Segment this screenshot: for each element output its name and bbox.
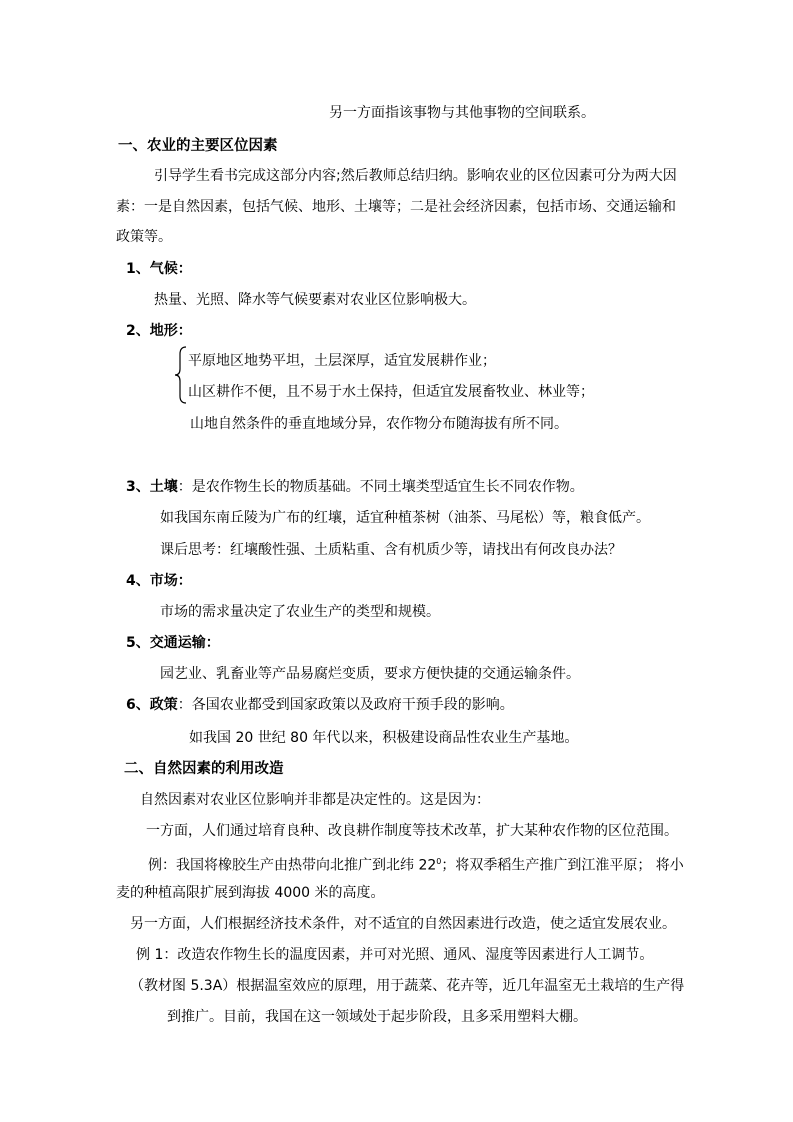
terrain-mountain: 山区耕作不便，且不易于水土保持，但适宜发展畜牧业、林业等； — [188, 384, 594, 400]
section2-line3-post: ；将双季稻生产推广到江淮平原； 将小 — [441, 857, 684, 874]
soil-title: 3、土壤 — [126, 479, 178, 495]
section2-line2: 一方面，人们通过培育良种、改良耕作制度等技术改革，扩大某种农作物的区位范围。 — [146, 823, 678, 839]
section2-line5: 另一方面，人们根据经济技术条件，对不适宜的自然因素进行改造，使之适宜发展农业。 — [130, 916, 676, 932]
soil-example: 如我国东南丘陵为广布的红壤，适宜种植茶树（油茶、马尾松）等，粮食低产。 — [160, 510, 650, 526]
section2-line7: （教材图 5.3A）根据温室效应的原理，用于蔬菜、花卉等，近几年温室无土栽培的生产得 — [130, 978, 685, 994]
policy-title: 6、政策 — [126, 697, 178, 713]
section2-line3-pre: 例：我国将橡胶生产由热带向北推广到北纬 22 — [148, 857, 437, 874]
section1-para-line3: 政策等。 — [116, 229, 172, 245]
intro-line: 另一方面指该事物与其他事物的空间联系。 — [329, 105, 595, 121]
transport-text: 园艺业、乳畜业等产品易腐烂变质，要求方便快捷的交通运输条件。 — [160, 666, 580, 682]
section2-line4: 麦的种植高限扩展到海拔 4000 米的高度。 — [116, 885, 385, 901]
policy-text: ：各国农业都受到国家政策以及政府干预手段的影响。 — [177, 697, 514, 713]
section2-title: 二、自然因素的利用改造 — [124, 761, 284, 777]
section1-title: 一、农业的主要区位因素 — [118, 138, 278, 154]
terrain-plain: 平原地区地势平坦，土层深厚，适宜发展耕作业； — [188, 353, 496, 369]
climate-title: 1、气候： — [126, 261, 192, 277]
section1-para-line2: 素：一是自然因素，包括气候、地形、土壤等；二是社会经济因素，包括市场、交通运输和 — [116, 199, 676, 215]
left-brace-icon — [174, 346, 188, 404]
section2-line8: 到推广。目前，我国在这一领域处于起步阶段，且多采用塑料大棚。 — [167, 1009, 587, 1025]
degree-superscript: 0 — [436, 857, 442, 866]
terrain-title: 2、地形： — [126, 323, 192, 339]
soil-text: ：是农作物生长的物质基础。不同土壤类型适宜生长不同农作物。 — [177, 479, 584, 495]
soil-line — [126, 477, 584, 497]
section2-line6: 例 1：改造农作物生长的温度因素，并可对光照、通风、湿度等因素进行人工调节。 — [136, 947, 654, 963]
climate-text: 热量、光照、降水等气候要素对农业区位影响极大。 — [154, 292, 476, 308]
policy-example: 如我国 20 世纪 80 年代以来，积极建设商品性农业生产基地。 — [189, 730, 579, 746]
section2-line3 — [148, 852, 684, 876]
soil-question: 课后思考：红壤酸性强、土质粘重、含有机质少等，请找出有何改良办法？ — [160, 542, 622, 558]
terrain-vertical: 山地自然条件的垂直地域分异，农作物分布随海拔有所不同。 — [190, 416, 568, 432]
market-title: 4、市场： — [126, 573, 192, 589]
section1-para-line1: 引导学生看书完成这部分内容;然后教师总结归纳。影响农业的区位因素可分为两大因 — [154, 168, 677, 184]
market-text: 市场的需求量决定了农业生产的类型和规模。 — [160, 604, 440, 620]
transport-title: 5、交通运输： — [126, 635, 220, 651]
policy-line — [126, 695, 514, 715]
section2-line1: 自然因素对农业区位影响并非都是决定性的。这是因为： — [140, 792, 490, 808]
